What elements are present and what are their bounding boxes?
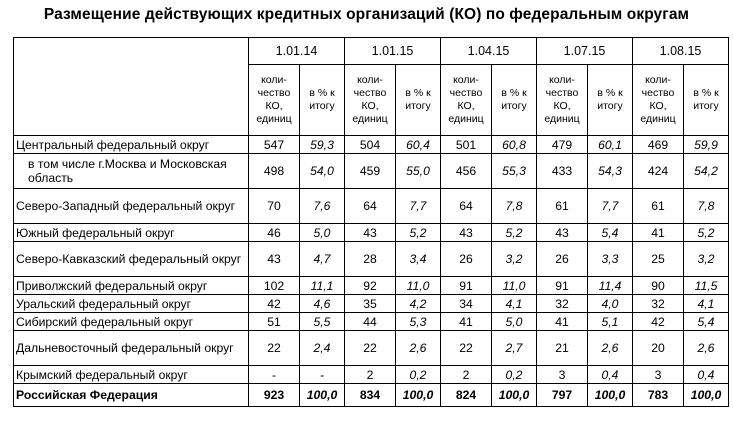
percent-cell: 4,2: [396, 295, 441, 313]
count-cell: 41: [537, 313, 588, 331]
count-cell: 25: [633, 242, 684, 277]
date-header: 1.08.15: [633, 38, 729, 65]
count-cell: -: [249, 366, 300, 384]
count-cell: 43: [345, 224, 396, 242]
total-row: [14, 384, 729, 407]
count-header-line: коли-: [357, 74, 383, 86]
count-header-line: КО,: [361, 100, 379, 112]
count-cell: 41: [441, 313, 492, 331]
percent-header-line: итогу: [597, 100, 623, 112]
count-cell: 61: [633, 189, 684, 224]
count-header-line: чество: [257, 87, 291, 99]
percent-cell: 11,1: [300, 277, 345, 295]
count-cell: 43: [537, 224, 588, 242]
count-header-line: КО,: [265, 100, 283, 112]
count-cell: 26: [537, 242, 588, 277]
region-name: Дальневосточный федеральный округ: [14, 331, 249, 366]
percent-cell: 11,5: [684, 277, 729, 295]
count-cell: 43: [249, 242, 300, 277]
count-column-header: [441, 65, 492, 136]
count-cell: 41: [633, 224, 684, 242]
percent-cell: 4,1: [684, 295, 729, 313]
count-header-line: единиц: [640, 113, 676, 125]
percent-cell: 5,0: [492, 313, 537, 331]
percent-cell: 7,8: [684, 189, 729, 224]
percent-cell: 7,8: [492, 189, 537, 224]
percent-cell: 11,4: [588, 277, 633, 295]
percent-cell: 100,0: [684, 384, 729, 407]
region-name: Уральский федеральный округ: [14, 295, 249, 313]
count-header-line: коли-: [261, 74, 287, 86]
percent-cell: 7,6: [300, 189, 345, 224]
percent-header-line: итогу: [405, 100, 431, 112]
percent-cell: 100,0: [588, 384, 633, 407]
count-cell: 42: [633, 313, 684, 331]
percent-cell: 5,2: [684, 224, 729, 242]
percent-cell: 11,0: [492, 277, 537, 295]
count-column-header: [633, 65, 684, 136]
count-header-line: чество: [545, 87, 579, 99]
count-cell: 90: [633, 277, 684, 295]
percent-cell: 0,2: [396, 366, 441, 384]
percent-cell: 11,0: [396, 277, 441, 295]
count-cell: 834: [345, 384, 396, 407]
percent-cell: 3,4: [396, 242, 441, 277]
count-header-line: КО,: [553, 100, 571, 112]
count-cell: 923: [249, 384, 300, 407]
percent-cell: 55,3: [492, 154, 537, 189]
percent-cell: 3,3: [588, 242, 633, 277]
percent-cell: 0,4: [588, 366, 633, 384]
count-cell: 479: [537, 136, 588, 154]
percent-cell: 7,7: [396, 189, 441, 224]
percent-column-header: [492, 65, 537, 136]
region-name: Северо-Западный федеральный округ: [14, 189, 249, 224]
percent-header-line: итогу: [309, 100, 335, 112]
region-name: Приволжский федеральный округ: [14, 277, 249, 295]
count-cell: 547: [249, 136, 300, 154]
count-header-line: коли-: [645, 74, 671, 86]
count-cell: 43: [441, 224, 492, 242]
percent-header-line: в % к: [405, 87, 431, 99]
percent-cell: 4,6: [300, 295, 345, 313]
date-header: 1.01.15: [345, 38, 441, 65]
region-name: Сибирский федеральный округ: [14, 313, 249, 331]
percent-cell: 0,4: [684, 366, 729, 384]
count-cell: 469: [633, 136, 684, 154]
count-cell: 32: [633, 295, 684, 313]
count-cell: 61: [537, 189, 588, 224]
count-cell: 501: [441, 136, 492, 154]
percent-cell: 4,7: [300, 242, 345, 277]
count-cell: 35: [345, 295, 396, 313]
count-cell: 459: [345, 154, 396, 189]
percent-cell: 60,8: [492, 136, 537, 154]
percent-cell: 5,2: [396, 224, 441, 242]
count-cell: 20: [633, 331, 684, 366]
percent-cell: 2,4: [300, 331, 345, 366]
percent-cell: 4,1: [492, 295, 537, 313]
percent-cell: 5,3: [396, 313, 441, 331]
count-cell: 91: [537, 277, 588, 295]
date-header: 1.07.15: [537, 38, 633, 65]
count-header-line: единиц: [256, 113, 292, 125]
table-row: [14, 295, 729, 313]
percent-cell: 5,4: [684, 313, 729, 331]
percent-header-line: в % к: [501, 87, 527, 99]
table-row: [14, 154, 729, 189]
table-row: [14, 224, 729, 242]
percent-cell: 55,0: [396, 154, 441, 189]
percent-cell: 59,3: [300, 136, 345, 154]
percent-cell: 2,6: [684, 331, 729, 366]
percent-cell: 100,0: [492, 384, 537, 407]
page-title: Размещение действующих кредитных организаций (КО) по федеральным округам: [43, 6, 690, 23]
region-name: Центральный федеральный округ: [14, 136, 249, 154]
table-row: [14, 242, 729, 277]
percent-header-line: в % к: [309, 87, 335, 99]
region-name: Южный федеральный округ: [14, 224, 249, 242]
count-cell: 102: [249, 277, 300, 295]
count-header-line: коли-: [453, 74, 479, 86]
count-cell: 34: [441, 295, 492, 313]
count-header-line: коли-: [549, 74, 575, 86]
count-header-line: единиц: [352, 113, 388, 125]
percent-cell: 5,4: [588, 224, 633, 242]
count-cell: 42: [249, 295, 300, 313]
percent-cell: 5,2: [492, 224, 537, 242]
percent-cell: 54,2: [684, 154, 729, 189]
count-cell: 51: [249, 313, 300, 331]
count-cell: 22: [345, 331, 396, 366]
header-blank-cell: [14, 38, 249, 136]
count-cell: 424: [633, 154, 684, 189]
count-cell: 22: [441, 331, 492, 366]
count-column-header: [345, 65, 396, 136]
percent-cell: 3,2: [684, 242, 729, 277]
percent-cell: 2,6: [588, 331, 633, 366]
count-cell: 797: [537, 384, 588, 407]
percent-cell: 59,9: [684, 136, 729, 154]
percent-column-header: [588, 65, 633, 136]
table-row: [14, 189, 729, 224]
count-cell: 783: [633, 384, 684, 407]
table-row: [14, 331, 729, 366]
percent-cell: 7,7: [588, 189, 633, 224]
percent-cell: 2,7: [492, 331, 537, 366]
count-cell: 2: [441, 366, 492, 384]
percent-cell: 0,2: [492, 366, 537, 384]
region-name: в том числе г.Москва и Московская область: [14, 154, 249, 189]
table-row: [14, 277, 729, 295]
table-row: [14, 366, 729, 384]
percent-cell: 3,2: [492, 242, 537, 277]
count-cell: 92: [345, 277, 396, 295]
percent-cell: 4,0: [588, 295, 633, 313]
percent-cell: 60,4: [396, 136, 441, 154]
percent-cell: 5,5: [300, 313, 345, 331]
percent-cell: 5,1: [588, 313, 633, 331]
region-name: Северо-Кавказский федеральный округ: [14, 242, 249, 277]
count-cell: 498: [249, 154, 300, 189]
percent-cell: 54,3: [588, 154, 633, 189]
count-cell: 3: [537, 366, 588, 384]
count-cell: 2: [345, 366, 396, 384]
count-cell: 456: [441, 154, 492, 189]
region-name: Российская Федерация: [14, 384, 249, 407]
count-cell: 44: [345, 313, 396, 331]
percent-column-header: [684, 65, 729, 136]
count-cell: 26: [441, 242, 492, 277]
percent-column-header: [396, 65, 441, 136]
date-header: 1.04.15: [441, 38, 537, 65]
count-column-header: [249, 65, 300, 136]
count-header-line: единиц: [448, 113, 484, 125]
percent-column-header: [300, 65, 345, 136]
percent-cell: -: [300, 366, 345, 384]
table-row: [14, 136, 729, 154]
count-header-line: чество: [353, 87, 387, 99]
count-cell: 64: [441, 189, 492, 224]
count-cell: 32: [537, 295, 588, 313]
count-cell: 91: [441, 277, 492, 295]
count-cell: 824: [441, 384, 492, 407]
count-header-line: чество: [641, 87, 675, 99]
percent-header-line: итогу: [501, 100, 527, 112]
count-header-line: КО,: [457, 100, 475, 112]
ko-table: [13, 37, 729, 407]
count-cell: 70: [249, 189, 300, 224]
percent-cell: 2,6: [396, 331, 441, 366]
percent-header-line: итогу: [693, 100, 719, 112]
count-cell: 22: [249, 331, 300, 366]
count-cell: 504: [345, 136, 396, 154]
percent-cell: 60,1: [588, 136, 633, 154]
table-row: [14, 313, 729, 331]
count-header-line: чество: [449, 87, 483, 99]
count-cell: 28: [345, 242, 396, 277]
percent-cell: 100,0: [300, 384, 345, 407]
percent-cell: 5,0: [300, 224, 345, 242]
count-header-line: КО,: [649, 100, 667, 112]
count-cell: 3: [633, 366, 684, 384]
percent-header-line: в % к: [693, 87, 719, 99]
percent-cell: 54,0: [300, 154, 345, 189]
count-cell: 64: [345, 189, 396, 224]
count-cell: 21: [537, 331, 588, 366]
count-cell: 433: [537, 154, 588, 189]
count-column-header: [537, 65, 588, 136]
date-header: 1.01.14: [249, 38, 345, 65]
count-header-line: единиц: [544, 113, 580, 125]
percent-header-line: в % к: [597, 87, 623, 99]
percent-cell: 100,0: [396, 384, 441, 407]
count-cell: 46: [249, 224, 300, 242]
region-name: Крымский федеральный округ: [14, 366, 249, 384]
